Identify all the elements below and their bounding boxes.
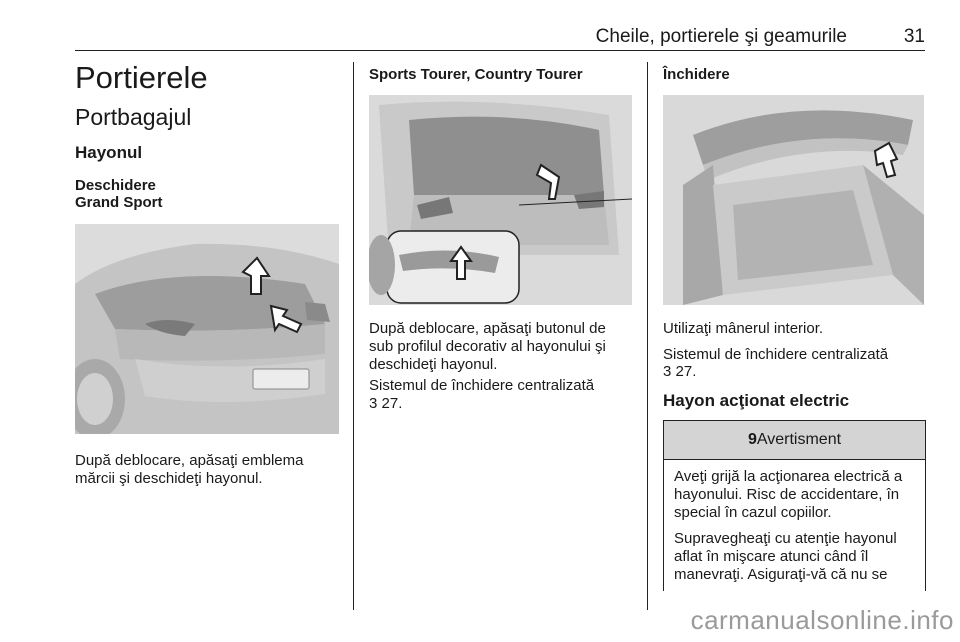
ref-central-locking: Sistemul de închidere centralizată xyxy=(369,377,595,394)
heading-portiere: Portierele xyxy=(75,60,208,95)
ref-page-link[interactable]: 3 27. xyxy=(369,395,403,412)
heading-deschidere: Deschidere xyxy=(75,177,156,194)
watermark: carmanualsonline.info xyxy=(690,605,954,635)
warning-header xyxy=(664,421,925,460)
grand-sport-tailgate-illustration xyxy=(75,224,339,434)
page-header xyxy=(75,24,925,51)
warning-title: Avertisment xyxy=(756,431,842,448)
ref-page-link-2[interactable]: 3 27. xyxy=(663,363,697,380)
caption-inner-handle: Utilizaţi mânerul interior. xyxy=(663,320,824,337)
page-number: 31 xyxy=(903,26,925,47)
header-title: Cheile, portierele şi geamurile xyxy=(595,26,847,47)
warning-paragraph-1: Aveţi grijă la acţionarea electrică a hayonului. Risc de accidentare, în special în cazul copiilor. xyxy=(674,468,903,521)
heading-grand-sport: Grand Sport xyxy=(75,194,163,211)
heading-electric-tailgate: Hayon acţionat electric xyxy=(663,391,850,410)
caption-sports-tourer: După deblocare, apăsaţi butonul de sub profilul decorativ al hayonului şi deschideţi hayonul. xyxy=(369,320,606,373)
heading-hayon: Hayonul xyxy=(75,143,143,162)
heading-sports-tourer: Sports Tourer, Country Tourer xyxy=(369,66,583,83)
open-tailgate-illustration xyxy=(663,95,924,305)
ref-central-locking-2: Sistemul de închidere centralizată xyxy=(663,346,889,363)
column-divider-2 xyxy=(647,62,648,610)
warning-box xyxy=(663,420,926,591)
warning-paragraph-2: Supravegheaţi cu atenţie hayonul aflat în mişcare atunci când îl manevraţi. Asiguraţi-vă că nu se xyxy=(674,530,897,583)
column-divider-1 xyxy=(353,62,354,610)
sports-tourer-tailgate-illustration xyxy=(369,95,632,305)
heading-portbagaj: Portbagajul xyxy=(75,104,192,130)
warning-triangle-icon: 9 xyxy=(747,431,757,448)
heading-inchidere: Închidere xyxy=(663,66,730,83)
caption-grand-sport: După deblocare, apăsaţi emblema mărcii şi deschideţi hayonul. xyxy=(75,452,304,487)
